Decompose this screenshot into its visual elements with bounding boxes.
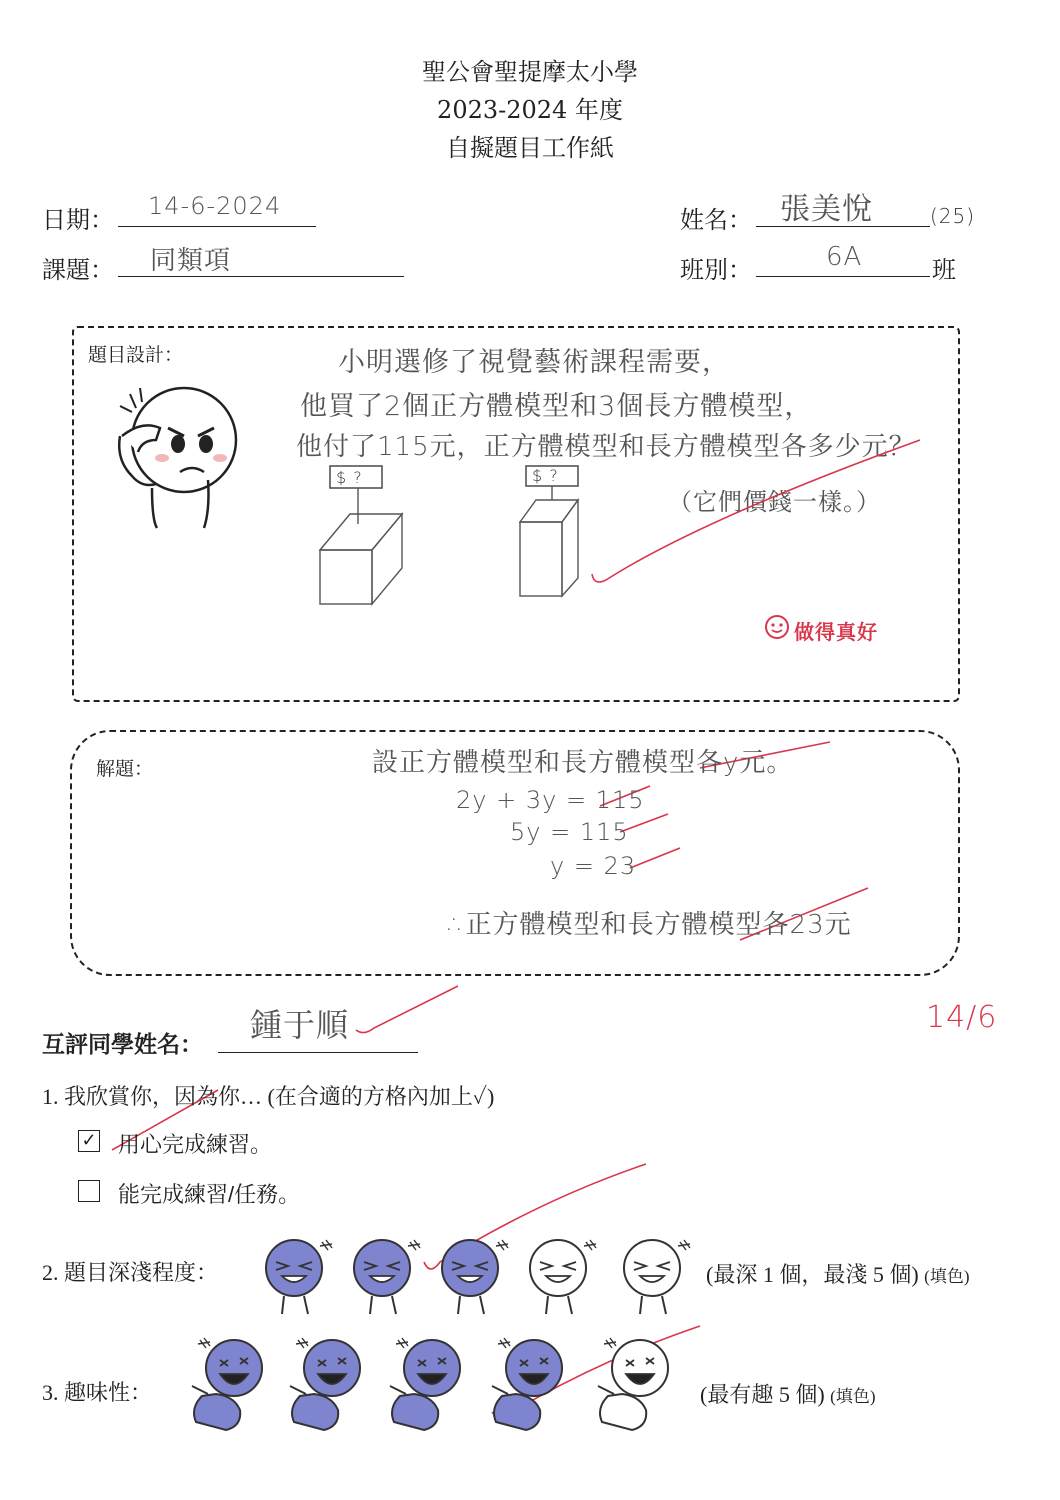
topic-value[interactable]: 同類項: [150, 246, 232, 276]
worksheet-title: 自擬題目工作紙: [446, 134, 614, 162]
question-line-1: 小明選修了視覺藝術課程需要，: [338, 347, 730, 378]
solution-line-3: 5y = 115: [510, 818, 629, 846]
name-value[interactable]: 張美悅: [780, 192, 873, 227]
school-year: 2023-2024 年度: [437, 96, 623, 124]
q1-option2-label: 能完成練習/任務。: [118, 1182, 301, 1207]
price-tag-1: $ ?: [336, 468, 363, 487]
q3-face-icon[interactable]: [284, 1332, 374, 1436]
q3-note: [700, 1378, 875, 1409]
q2-face-icon[interactable]: [262, 1234, 342, 1318]
q2-note: [706, 1258, 969, 1289]
question-line-4: （它們價錢一樣。）: [668, 488, 881, 516]
solution-label: 解題：: [96, 759, 154, 780]
q1-option1-label: 用心完成練習。: [118, 1132, 273, 1157]
q1-option2-checkbox[interactable]: [78, 1180, 100, 1202]
q1-text: 1. 我欣賞你，因為你… (在合適的方格內加上✓): [42, 1084, 495, 1109]
q2-text: 2. 題目深淺程度：: [42, 1260, 219, 1285]
solution-line-4: y = 23: [550, 852, 637, 880]
q2-face-icon[interactable]: [620, 1234, 700, 1318]
stamp-icon: [762, 612, 792, 642]
question-line-2: 他買了2個正方體模型和3個長方體模型，: [300, 391, 813, 422]
peer-name-line: [218, 1052, 418, 1053]
solution-line-2: 2y + 3y = 115: [456, 786, 645, 814]
question-line-3: 他付了115元，正方體模型和長方體模型各多少元？: [296, 432, 916, 462]
q2-note-small: (填色): [924, 1267, 970, 1286]
teacher-date: 14/6: [926, 1000, 998, 1035]
peer-name-label: 互評同學姓名：: [42, 1031, 203, 1057]
name-label: 姓名：: [680, 206, 752, 234]
q2-face-icon[interactable]: [438, 1234, 518, 1318]
q3-face-icon[interactable]: [486, 1332, 576, 1436]
stamp-text: 做得真好: [794, 620, 878, 644]
q3-face-icon[interactable]: [384, 1332, 474, 1436]
q3-face-icon[interactable]: [592, 1332, 682, 1436]
question-design-label: 題目設計：: [88, 345, 184, 366]
peer-name-value[interactable]: 鍾于順: [250, 1006, 350, 1044]
date-value[interactable]: 14-6-2024: [148, 192, 282, 220]
q3-note-small: (填色): [830, 1387, 876, 1406]
class-label: 班別：: [680, 256, 752, 284]
price-tag-2: $ ?: [532, 466, 559, 485]
check-icon: ✓: [81, 1130, 97, 1151]
q3-note-main: (最有趣 5 個): [700, 1382, 825, 1407]
class-suffix: 班: [932, 256, 956, 284]
solution-line-5: ∴正方體模型和長方體模型各23元: [448, 910, 852, 940]
q2-face-icon[interactable]: [526, 1234, 606, 1318]
school-name: 聖公會聖提摩太小學: [422, 58, 638, 86]
topic-label: 課題：: [42, 256, 114, 284]
q3-text: 3. 趣味性：: [42, 1380, 153, 1405]
date-label: 日期：: [42, 206, 114, 234]
q2-note-main: (最深 1 個，最淺 5 個): [706, 1262, 919, 1287]
solution-line-1: 設正方體模型和長方體模型各y元。: [372, 748, 794, 778]
student-number[interactable]: (25): [930, 204, 976, 228]
q1-option1-checkbox[interactable]: [78, 1130, 100, 1152]
class-value[interactable]: 6A: [826, 242, 863, 272]
q2-face-icon[interactable]: [350, 1234, 430, 1318]
q3-face-icon[interactable]: [186, 1332, 276, 1436]
